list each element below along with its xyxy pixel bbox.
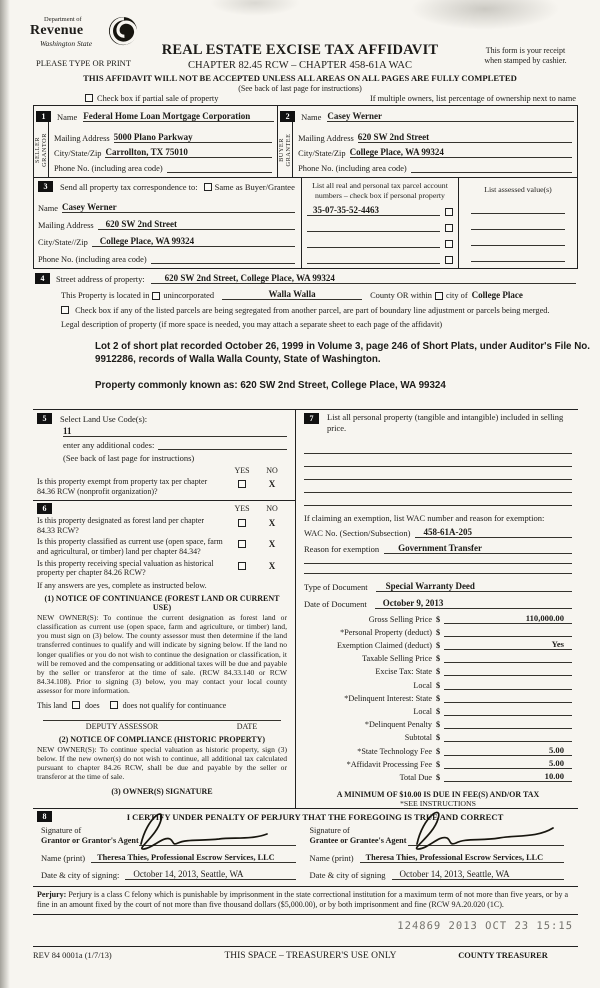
personal-property-deduct-label: *Personal Property (deduct) <box>340 627 432 637</box>
seller-side-strip <box>34 122 49 177</box>
seller-mailing-field[interactable] <box>114 132 273 143</box>
notice1-title: (1) NOTICE OF CONTINUANCE (FOREST LAND OR CURRENT USE) <box>44 593 280 612</box>
form-title-block <box>90 42 510 71</box>
affidavit-processing-fee-label: *Affidavit Processing Fee <box>346 759 432 769</box>
classification-section <box>33 501 295 808</box>
s6-no-header: NO <box>266 504 278 514</box>
parcel-header: List all real and personal tax parcel account numbers – check box if personal property <box>312 181 448 200</box>
taxable-selling-price-label: Taxable Selling Price <box>362 654 432 664</box>
gross-selling-price-value: 110,000.00 <box>525 612 564 623</box>
notice2-title: (2) NOTICE OF COMPLIANCE (HISTORIC PROPERTY) <box>58 734 266 744</box>
reason-extra-line-2[interactable] <box>304 564 572 574</box>
seller-side-label-2: GRANTOR <box>41 132 48 167</box>
segregated-checkbox[interactable] <box>61 306 69 314</box>
parcel-personal-checkbox-1[interactable] <box>445 208 453 216</box>
corr-name-label: Name <box>38 204 58 213</box>
seller-mailing-value: 5000 Plano Parkway <box>113 132 193 142</box>
unincorporated-checkbox[interactable] <box>152 292 160 300</box>
money-row-tech-fee <box>304 742 572 755</box>
qualify-does-not-label: does not qualify for continuance <box>122 700 227 710</box>
delinquent-interest-state-label: *Delinquent Interest: State <box>344 693 432 703</box>
grantee-name-print-label: Name (print) <box>309 853 354 863</box>
money-row-gross <box>304 611 572 624</box>
grantor-signature-block <box>37 822 306 880</box>
assessed-header: List assessed value(s) <box>484 185 552 194</box>
corr-mailing-label: Mailing Address <box>38 221 94 230</box>
personal-property-line-3[interactable] <box>304 467 572 480</box>
grantor-name-print-label: Name (print) <box>41 853 86 863</box>
buyer-side-label-1: BUYER <box>278 137 286 162</box>
exemption-claimed-label: Exemption Claimed (deduct) <box>336 641 432 651</box>
buyer-mailing-label: Mailing Address <box>298 134 354 143</box>
dollar-sign: $ <box>435 627 441 637</box>
property-address-section <box>33 269 590 393</box>
scan-smudge <box>410 0 560 30</box>
grantee-date-city-label: Date & city of signing <box>309 870 386 880</box>
dollar-sign: $ <box>435 759 441 769</box>
exemption-claimed-field[interactable] <box>444 639 572 650</box>
additional-codes-field[interactable] <box>158 449 287 450</box>
located-in-label: This Property is located in <box>61 291 150 300</box>
parcel-value-1: 35-07-35-52-4463 <box>313 205 379 215</box>
buyer-side-label-2: GRANTEE <box>285 133 293 166</box>
current-use-no-answer[interactable]: X <box>268 539 276 550</box>
grantee-name-field[interactable] <box>360 852 564 863</box>
forest-land-question: Is this property designated as forest land per chapter 84.33 RCW? <box>37 516 205 535</box>
personal-property-label: List all personal property (tangible and intangible) included in selling price. <box>327 412 564 433</box>
money-row-delinq-int-local <box>304 703 572 716</box>
taxable-selling-price-field[interactable] <box>444 662 572 663</box>
dollar-sign: $ <box>435 720 441 730</box>
state-technology-fee-field[interactable] <box>444 745 572 756</box>
corr-name-value: Casey Werner <box>62 202 117 212</box>
deputy-date-label: DATE <box>236 721 258 731</box>
deputy-assessor-label: DEPUTY ASSESSOR <box>85 721 159 731</box>
partial-sale-checkbox[interactable] <box>85 94 93 102</box>
seller-name-field[interactable] <box>83 111 274 122</box>
reason-value: Government Transfer <box>398 542 482 553</box>
multiple-owners-label: If multiple owners, list percentage of ownership next to name <box>369 94 576 103</box>
excise-tax-local-field[interactable] <box>444 689 572 690</box>
legal-description-label: Legal description of property (if more space is needed, you may attach a separate sheet to each page of the affidavit) <box>61 320 443 329</box>
seller-csz-field[interactable] <box>105 147 272 158</box>
section-2-number: 2 <box>280 111 295 122</box>
gross-selling-price-field[interactable] <box>444 613 572 624</box>
buyer-name-field[interactable] <box>327 111 574 122</box>
qualify-pre: This land <box>37 700 67 710</box>
cashier-stamp: 124869 2013 OCT 23 15:15 <box>397 920 574 932</box>
additional-codes-label: enter any additional codes: <box>63 440 155 450</box>
grantor-signature <box>127 806 277 852</box>
money-row-total <box>304 769 572 782</box>
left-column <box>33 410 296 808</box>
perjury-label: Perjury: <box>37 890 67 899</box>
date-of-document-field[interactable] <box>375 598 572 609</box>
corr-csz-label: City/State//Zip <box>38 238 88 247</box>
state-technology-fee-value: 5.00 <box>548 744 564 755</box>
grantee-signature-block <box>306 822 575 880</box>
exemption-claimed-value: Yes <box>551 639 564 650</box>
personal-property-line-5[interactable] <box>304 493 572 506</box>
grantee-sig-label-1: Signature of <box>309 826 350 835</box>
perjury-text: Perjury is a class C felony which is punishable by imprisonment in the state correctional institution for a maximum term of not more than five years, or by a fine in an amount fixed by the court of not more than five thousand dollars ($5,000.00), or by both imprisonment and fine (RCW 9A.20.020 (1C). <box>37 890 568 909</box>
receipt-note <box>468 46 583 66</box>
type-of-document-field[interactable] <box>376 581 572 592</box>
exempt-no-answer[interactable]: X <box>268 479 276 489</box>
money-row-delinq-int-state <box>304 690 572 703</box>
grantor-name-field[interactable] <box>91 852 295 863</box>
notice2-body: NEW OWNER(S): To continue special valuation as historic property, sign (3) below. If the new owner(s) do not wish to continue, all additional tax calculated pursuant to chapter 84.26 RCW, shall be due and payable by the seller or transferor at the time of sale. <box>37 744 287 782</box>
section-1-number: 1 <box>36 111 51 122</box>
delinquent-interest-local-label: Local <box>413 707 432 717</box>
historical-yes-checkbox[interactable] <box>238 562 246 570</box>
parcel-field-1[interactable] <box>307 205 440 216</box>
parcel-field-2[interactable] <box>307 231 440 232</box>
page-subtitle: CHAPTER 82.45 RCW – CHAPTER 458-61A WAC <box>188 60 412 71</box>
corr-mailing-field[interactable] <box>98 219 295 230</box>
wac-label: WAC No. (Section/Subsection) <box>304 528 411 539</box>
receipt-note-line2: when stamped by cashier. <box>484 56 567 65</box>
seller-mailing-label: Mailing Address <box>54 134 110 143</box>
grantee-name-value: Theresa Thies, Professional Escrow Services, LLC <box>365 853 544 862</box>
money-row-affidavit-fee <box>304 756 572 769</box>
historical-no-answer[interactable]: X <box>268 560 276 571</box>
correspondence-intro: Send all property tax correspondence to: <box>60 181 198 192</box>
current-use-question: Is this property classified as current use (open space, farm and agricultural, or timber) land per chapter 84.34? <box>37 537 223 556</box>
assessed-values-box <box>459 178 577 268</box>
excise-tax-state-field[interactable] <box>444 675 572 676</box>
money-row-subtotal <box>304 729 572 742</box>
seller-csz-label: City/State/Zip <box>54 149 102 158</box>
segregated-label: Check box if any of the listed parcels are being segregated from another parcel, are part of boundary line adjustment or parcels being merged. <box>75 306 550 315</box>
money-row-taxable <box>304 650 572 663</box>
seller-name-label: Name <box>57 112 78 122</box>
money-row-excise-local <box>304 676 572 689</box>
personal-property-line-2[interactable] <box>304 454 572 467</box>
county-field[interactable] <box>222 289 362 300</box>
grantor-sig-label-2: Grantor or Grantor's Agent <box>41 836 139 845</box>
forest-no-answer[interactable]: X <box>268 518 276 529</box>
land-does-checkbox[interactable] <box>72 701 80 709</box>
corr-phone-field[interactable] <box>151 263 295 264</box>
parcel-field-3[interactable] <box>307 247 440 248</box>
dollar-sign: $ <box>435 733 441 743</box>
buyer-csz-field[interactable] <box>350 147 572 158</box>
buyer-name-value: Casey Werner <box>327 111 382 121</box>
logo-dept-text: Department of <box>44 16 82 23</box>
see-instructions-note: *SEE INSTRUCTIONS <box>399 798 477 808</box>
dollar-sign: $ <box>435 641 441 651</box>
dollar-sign: $ <box>435 772 441 782</box>
unincorporated-label: unincorporated <box>163 291 215 300</box>
affidavit-processing-fee-value: 5.00 <box>548 757 564 768</box>
dollar-sign: $ <box>435 654 441 664</box>
street-address-label: Street address of property: <box>56 275 145 284</box>
county-treasurer-label: COUNTY TREASURER <box>458 951 548 960</box>
s5-yes-header: YES <box>234 466 250 475</box>
delinquent-penalty-label: *Delinquent Penalty <box>364 720 432 730</box>
corr-csz-value: College Place, WA 99324 <box>99 236 195 246</box>
seller-grantor-box <box>34 106 278 177</box>
delinquent-penalty-field[interactable] <box>444 728 572 729</box>
owner-signature-title: (3) OWNER(S) SIGNATURE <box>111 787 213 797</box>
money-row-exemption <box>304 637 572 650</box>
receipt-note-line1: This form is your receipt <box>485 46 566 55</box>
dollar-sign: $ <box>435 614 441 624</box>
footer-rule <box>33 946 578 947</box>
parcel-personal-checkbox-4[interactable] <box>445 256 453 264</box>
land-use-code-value: 11 <box>63 426 72 436</box>
section-3-number: 3 <box>38 181 53 192</box>
treasurer-space-label: THIS SPACE – TREASURER'S USE ONLY <box>224 951 397 961</box>
section-4-number: 4 <box>35 273 50 284</box>
notice1-body: NEW OWNER(S): To continue the current designation as forest land or classification as current use (open space, farm and agriculture, or timber) land, you must sign on (3) below. The county assessor must then determine if the land transferred continues to qualify and will indicate by signing below. If the land no longer qualifies or you do not wish to continue the designation or classification, it will be removed and the compensating or additional taxes will be due and payable by the seller or transferor at the time of sale. (RCW 84.33.140 or RCW 84.34.108). Prior to signing (3) below, you may contact your local county assessor for more information. <box>37 612 287 696</box>
current-use-yes-checkbox[interactable] <box>238 540 246 548</box>
reason-field[interactable] <box>384 543 572 554</box>
delinquent-interest-state-field[interactable] <box>444 702 572 703</box>
reason-extra-line-1[interactable] <box>304 554 572 564</box>
personal-property-deduct-field[interactable] <box>444 636 572 637</box>
seller-side-label-1: SELLER <box>34 136 41 163</box>
total-due-label: Total Due <box>399 772 432 782</box>
subtotal-field[interactable] <box>444 741 572 742</box>
wac-field[interactable] <box>415 527 572 538</box>
date-of-document-label: Date of Document <box>304 598 367 609</box>
if-yes-note: If any answers are yes, complete as instructed below. <box>37 580 207 590</box>
grantee-signature <box>401 804 561 852</box>
excise-tax-local-label: Local <box>413 680 432 690</box>
assessed-field-2[interactable] <box>471 214 565 230</box>
qualify-does-label: does <box>85 700 100 710</box>
minimum-due-note: A MINIMUM OF $10.00 IS DUE IN FEE(S) AND/OR TAX <box>336 789 540 799</box>
type-of-document-value: Special Warranty Deed <box>385 581 475 592</box>
seller-name-value: Federal Home Loan Mortgage Corporation <box>83 111 251 121</box>
commonly-known-text: Property commonly known as: 620 SW 2nd Street, College Place, WA 99324 <box>95 380 446 391</box>
grantee-date-city-value: October 14, 2013, Seattle, WA <box>399 869 510 879</box>
city-value: College Place <box>471 290 523 300</box>
partial-sale-label: Check box if partial sale of property <box>97 94 219 103</box>
dollar-sign: $ <box>435 746 441 756</box>
corr-phone-label: Phone No. (including area code) <box>38 255 147 264</box>
middle-two-columns <box>33 409 578 808</box>
total-due-value: 10.00 <box>544 770 564 781</box>
dollar-sign: $ <box>435 680 441 690</box>
buyer-csz-value: College Place, WA 99324 <box>349 147 444 157</box>
land-use-code-field[interactable] <box>63 426 287 437</box>
date-of-document-value: October 9, 2013 <box>382 597 444 608</box>
perjury-notice <box>33 886 578 915</box>
buyer-mailing-field[interactable] <box>358 132 572 143</box>
parcel-personal-checkbox-3[interactable] <box>445 240 453 248</box>
legal-description-text: Lot 2 of short plat recorded October 26, 1999 in Volume 3, page 246 of Short Plats, under Auditor's File No. 9912286, records of Walla Walla County, State of Washington. <box>95 341 590 365</box>
parcel-field-4[interactable] <box>307 263 440 264</box>
land-use-section <box>33 410 295 501</box>
exempt-yes-checkbox[interactable] <box>238 480 246 488</box>
dollar-sign: $ <box>435 667 441 677</box>
page-title: REAL ESTATE EXCISE TAX AFFIDAVIT <box>161 42 439 58</box>
s5-no-header: NO <box>266 466 278 475</box>
certification-section <box>33 808 578 880</box>
buyer-phone-label: Phone No. (including area code) <box>298 164 407 173</box>
parcel-numbers-box <box>302 178 459 268</box>
county-value: Walla Walla <box>268 289 316 299</box>
delinquent-interest-local-field[interactable] <box>444 715 572 716</box>
exempt-question: Is this property exempt from property tax per chapter 84.36 RCW (nonprofit organization)? <box>37 477 208 496</box>
grantee-sig-label-2: Grantee or Grantee's Agent <box>309 836 407 845</box>
wac-value: 458-61A-205 <box>423 527 472 538</box>
section-7-number: 7 <box>304 413 319 424</box>
exemption-intro: If claiming an exemption, list WAC number and reason for exemption: <box>304 513 545 523</box>
assessed-field-1[interactable] <box>471 198 565 214</box>
grantee-date-city-field[interactable] <box>392 869 564 880</box>
tax-correspondence-box <box>34 178 302 268</box>
section5-see-back: (See back of last page for instructions) <box>63 453 195 463</box>
buyer-side-strip <box>278 122 293 177</box>
seller-csz-value: Carrollton, TX 75010 <box>105 147 188 157</box>
grantor-name-value: Theresa Thies, Professional Escrow Services, LLC <box>97 853 275 862</box>
buyer-name-label: Name <box>301 112 322 122</box>
buyer-phone-field[interactable] <box>411 172 572 173</box>
city-checkbox[interactable] <box>435 292 443 300</box>
dollar-sign: $ <box>435 693 441 703</box>
city-of-label: city of <box>445 291 468 300</box>
warning-line: THIS AFFIDAVIT WILL NOT BE ACCEPTED UNLESS ALL AREAS ON ALL PAGES ARE FULLY COMPLETED <box>83 73 517 83</box>
grantor-date-city-field[interactable] <box>125 869 295 880</box>
form-revision-number: REV 84 0001a (1/7/13) <box>33 951 112 960</box>
section-5-number: 5 <box>37 413 52 424</box>
see-back-line: (See back of last page for instructions) <box>238 84 362 93</box>
buyer-csz-label: City/State/Zip <box>298 149 346 158</box>
personal-property-line-1[interactable] <box>304 441 572 454</box>
section-8-number: 8 <box>37 811 52 822</box>
excise-tax-computation <box>304 611 572 782</box>
parcel-personal-checkbox-2[interactable] <box>445 224 453 232</box>
corr-mailing-value: 620 SW 2nd Street <box>105 219 178 229</box>
county-or-label: County OR within <box>370 291 432 300</box>
seller-phone-label: Phone No. (including area code) <box>54 164 163 173</box>
type-or-print-label: PLEASE TYPE OR PRINT <box>36 58 132 68</box>
buyer-mailing-value: 620 SW 2nd Street <box>357 132 430 142</box>
assessed-field-3[interactable] <box>471 230 565 246</box>
money-row-delinq-penalty <box>304 716 572 729</box>
main-form-grid <box>33 105 578 269</box>
street-address-field[interactable] <box>151 273 576 284</box>
same-as-buyer-checkbox[interactable] <box>204 183 212 191</box>
affidavit-processing-fee-field[interactable] <box>444 758 572 769</box>
logo-revenue-text: Revenue <box>30 23 84 38</box>
assessed-field-4[interactable] <box>471 246 565 262</box>
money-row-personal <box>304 624 572 637</box>
personal-property-line-4[interactable] <box>304 480 572 493</box>
land-does-not-checkbox[interactable] <box>110 701 118 709</box>
deputy-assessor-sign-line[interactable] <box>43 720 281 721</box>
excise-tax-state-label: Excise Tax: State <box>375 667 432 677</box>
same-as-buyer-label: Same as Buyer/Grantee <box>214 181 295 192</box>
corr-name-field[interactable] <box>62 202 295 213</box>
grantor-date-city-label: Date & city of signing: <box>41 870 120 880</box>
dollar-sign: $ <box>435 707 441 717</box>
buyer-grantee-box <box>278 106 577 177</box>
seller-phone-field[interactable] <box>167 172 273 173</box>
money-row-excise-state <box>304 663 572 676</box>
historical-question: Is this property receiving special valuation as historical property per chapter 84.26 RCW? <box>37 558 214 578</box>
s6-yes-header: YES <box>234 504 250 514</box>
logo-state-text: Washington State <box>40 39 93 48</box>
street-address-value: 620 SW 2nd Street, College Place, WA 99324 <box>164 273 335 283</box>
state-technology-fee-label: *State Technology Fee <box>357 746 432 756</box>
type-of-document-label: Type of Document <box>304 582 368 593</box>
right-column <box>296 410 578 808</box>
gross-selling-price-label: Gross Selling Price <box>368 614 432 624</box>
section-6-number: 6 <box>37 503 52 514</box>
forest-yes-checkbox[interactable] <box>238 519 246 527</box>
certify-statement: I CERTIFY UNDER PENALTY OF PERJURY THAT THE FOREGOING IS TRUE AND CORRECT <box>126 811 504 822</box>
grantor-date-city-value: October 14, 2013, Seattle, WA <box>133 869 244 879</box>
reason-label: Reason for exemption <box>304 543 380 554</box>
total-due-field[interactable] <box>444 771 572 782</box>
grantor-sig-label-1: Signature of <box>41 826 82 835</box>
scan-smudge-2 <box>210 0 300 16</box>
corr-csz-field[interactable] <box>92 236 295 247</box>
subtotal-label: Subtotal <box>404 733 432 743</box>
land-use-label: Select Land Use Code(s): <box>60 413 148 424</box>
